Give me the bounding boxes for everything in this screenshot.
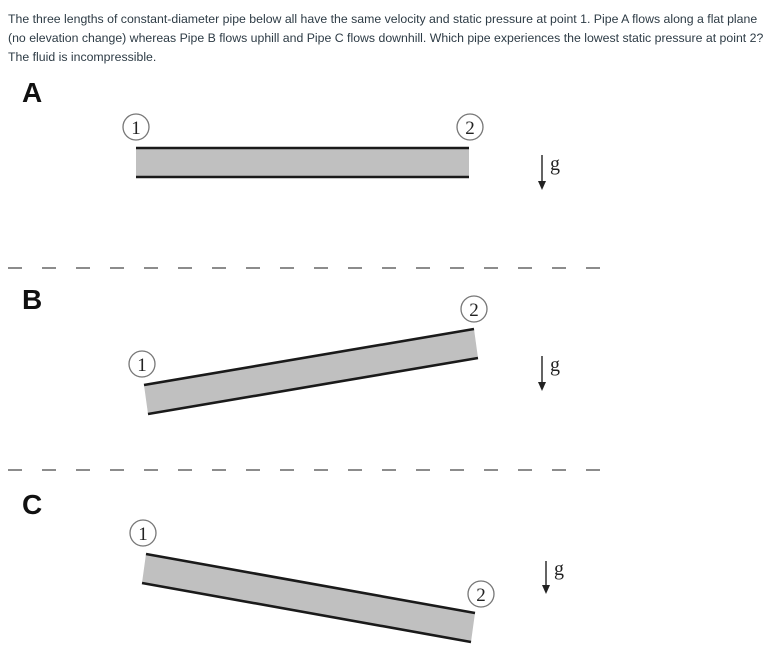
pipe-a-point-1-marker xyxy=(123,114,149,140)
panel-c-label: C xyxy=(22,489,43,520)
pipe-c-point-1-label: 1 xyxy=(138,524,148,545)
pipe-b xyxy=(144,329,478,414)
gravity-a-label: g xyxy=(550,153,560,175)
panel-a-label: A xyxy=(22,77,43,108)
gravity-c-label: g xyxy=(554,558,564,580)
panel-b xyxy=(22,284,560,414)
panel-c xyxy=(22,489,564,642)
gravity-indicator-c xyxy=(542,558,564,594)
question-text: The three lengths of constant-diameter pipe below all have the same velocity and static pressure at point 1. Pipe A flows along a flat plane (no elevation change) whereas Pipe B flows uphill and Pipe C flows downhill. Which pipe experiences the lowest static pressure at point 2? The fluid is incompressible. xyxy=(8,12,764,64)
pipe-c xyxy=(142,554,475,642)
gravity-a-arrow-icon xyxy=(538,181,546,190)
pipe-b-body xyxy=(144,329,478,414)
pipe-a-point-2-label: 2 xyxy=(465,118,475,139)
pipe-a-point-2-marker xyxy=(457,114,483,140)
gravity-b-label: g xyxy=(550,354,560,376)
pipe-c-point-2-label: 2 xyxy=(476,585,486,606)
pipe-b-point-1-label: 1 xyxy=(137,355,147,376)
pipe-b-point-2-marker xyxy=(461,296,487,322)
gravity-indicator-a xyxy=(538,153,560,190)
pipe-a xyxy=(136,148,469,177)
gravity-b-arrow-icon xyxy=(538,382,546,391)
panel-b-label: B xyxy=(22,284,43,315)
pipe-c-point-2-marker xyxy=(468,581,494,607)
pipe-a-body xyxy=(136,148,469,177)
pipe-b-point-1-marker xyxy=(129,351,155,377)
pipe-b-point-2-label: 2 xyxy=(469,300,479,321)
gravity-c-arrow-icon xyxy=(542,585,550,594)
panel-a xyxy=(22,77,560,190)
gravity-indicator-b xyxy=(538,354,560,391)
pipe-a-point-1-label: 1 xyxy=(131,118,141,139)
pipe-c-body xyxy=(142,554,475,642)
pipe-c-point-1-marker xyxy=(130,520,156,546)
